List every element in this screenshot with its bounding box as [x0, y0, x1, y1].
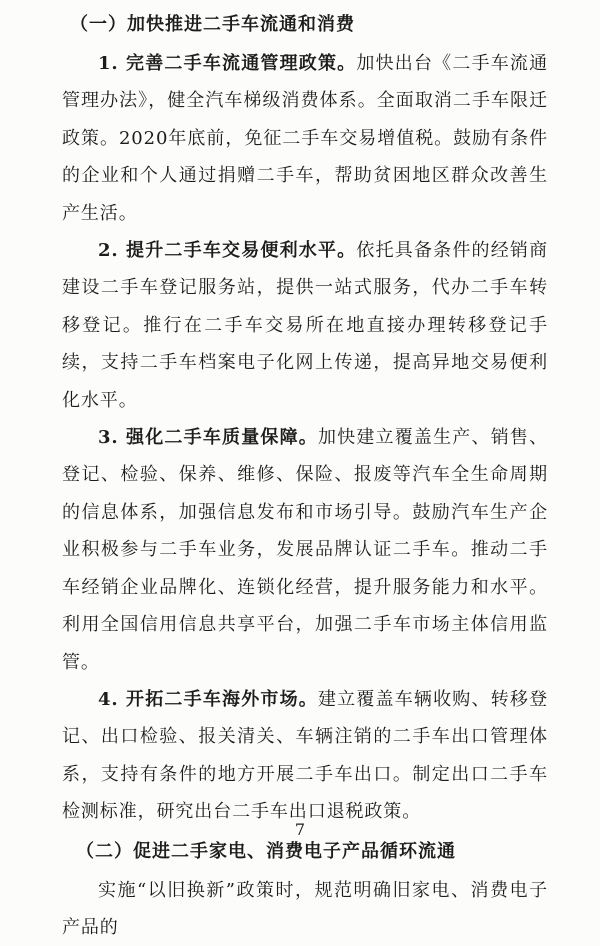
paragraph-item-2 — [62, 232, 548, 419]
page-number: 7 — [294, 820, 306, 839]
section-one-heading: （一）加快推进二手车流通和消费 — [70, 14, 355, 35]
section-two-intro: 实施“以旧换新”政策时，规范明确旧家电、消费电子产品的 — [62, 879, 548, 938]
paragraph-item-1 — [62, 45, 548, 232]
item-3-lead: 3. 强化二手车质量保障。 — [98, 427, 318, 449]
item-2-lead: 2. 提升二手车交易便利水平。 — [98, 240, 357, 262]
item-3-body: 加快建立覆盖生产、销售、登记、检验、保养、维修、保险、报废等汽车全生命周期的信息体系，加强信息发布和市场引导。鼓励汽车生产企业积极参与二手车业务，发展品牌认证二手车。推动二手车经销企业品牌化、连锁化经营，提升服务能力和水平。利用全国信用信息共享平台，加强二手车市场主体信用监管。 — [62, 427, 548, 673]
section-two-heading: （二）促进二手家电、消费电子产品循环流通 — [76, 840, 456, 862]
item-4-body: 建立覆盖车辆收购、转移登记、出口检验、报关清关、车辆注销的二手车出口管理体系，支持有条件的地方开展二手车出口。制定出口二手车检测标准，研究出台二手车出口退税政策。 — [62, 688, 548, 823]
item-1-lead: 1. 完善二手车流通管理政策。 — [98, 53, 357, 74]
item-1-body: 加快出台《二手车流通管理办法》，健全汽车梯级消费体系。全面取消二手车限迁政策。2020年底前，免征二手车交易增值税。鼓励有条件的企业和个人通过捐赠二手车，帮助贫困地区群众改善生产生活。 — [62, 53, 549, 224]
paragraph-item-3 — [62, 419, 548, 681]
item-2-body: 依托具备条件的经销商建设二手车登记服务站，提供一站式服务，代办二手车转移登记。推行在二手车交易所在地直接办理转移登记手续，支持二手车档案电子化网上传递，提高异地交易便利化水平。 — [62, 240, 549, 411]
paragraph-item-4 — [62, 681, 548, 831]
item-4-lead: 4. 开拓二手车海外市场。 — [98, 688, 318, 710]
